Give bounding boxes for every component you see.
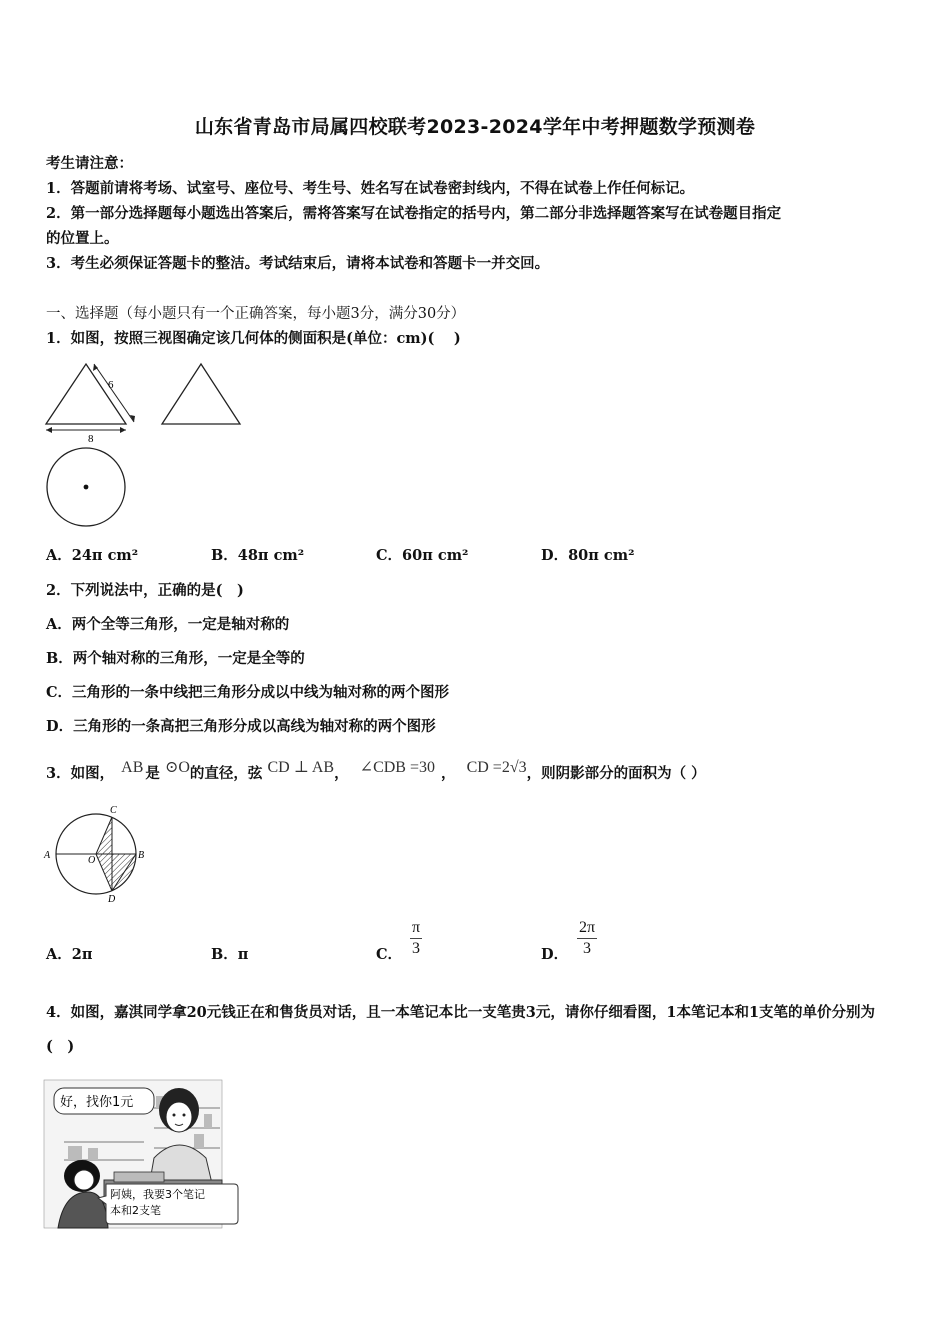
question-4-stem: 4．如图，嘉淇同学拿20元钱正在和售货员对话，且一本笔记本比一支笔贵3元，请你仔细看图，1本笔记本和1支笔的单价分别为( ) <box>46 1004 876 1055</box>
q2-option-d[interactable]: D．三角形的一条高把三角形分成以高线为轴对称的两个图形 <box>46 718 436 735</box>
q1-option-c[interactable]: C．60π cm² <box>376 547 469 564</box>
student-speech-line-1: 阿姨，我要3个笔记 <box>110 1188 205 1201</box>
q3-cd-length: CD =2√3 <box>466 759 527 776</box>
notice-heading: 考生请注意： <box>46 155 133 172</box>
side-view-triangle <box>162 364 240 424</box>
fraction-denominator: 3 <box>583 940 592 957</box>
front-view-triangle <box>46 364 126 424</box>
notice-item: 1．答题前请将考场、试室号、座位号、考生号、姓名写在试卷密封线内，不得在试卷上作任何标记。 <box>46 180 695 197</box>
page-title: 山东省青岛市局属四校联考2023-2024学年中考押题数学预测卷 <box>194 116 756 138</box>
q1-option-d[interactable]: D．80π cm² <box>541 547 635 564</box>
q2-option-c[interactable]: C．三角形的一条中线把三角形分成以中线为轴对称的两个图形 <box>46 684 450 701</box>
slant-label: 6 <box>108 379 114 391</box>
q3-option-d-label[interactable]: D． <box>541 946 569 963</box>
q3-option-a[interactable]: A．2π <box>46 946 93 963</box>
q3-circle-o: ⊙O <box>164 759 190 776</box>
q3-option-c-label[interactable]: C． <box>376 946 403 963</box>
label-c: C <box>110 805 117 816</box>
q3-angle: ∠CDB =30 <box>359 759 435 776</box>
notice-item: 3．考生必须保证答题卡的整洁。考试结束后，请将本试卷和答题卡一并交回。 <box>46 255 550 272</box>
circle-figure <box>40 803 160 908</box>
student-speech-line-2: 本和2支笔 <box>110 1204 161 1217</box>
shop-dialogue-illustration <box>44 1080 239 1230</box>
fraction-denominator: 3 <box>412 940 421 957</box>
notice-item: 的位置上。 <box>46 230 119 247</box>
center-dot-icon <box>84 485 89 490</box>
q3-option-d-fraction[interactable] <box>577 918 597 959</box>
arrow-head-icon <box>120 427 126 433</box>
label-o: O <box>88 855 96 866</box>
question-3-stem <box>46 759 706 783</box>
question-2-stem: 2．下列说法中，正确的是( ) <box>46 582 244 599</box>
q3-sep2: ， <box>441 765 456 782</box>
slant-dimension-line <box>94 364 134 422</box>
notice-item: 2．第一部分选择题每小题选出答案后，需将答案写在试卷指定的括号内，第二部分非选择题答案写在试卷题目指定 <box>46 205 782 222</box>
arrow-head-icon <box>46 427 52 433</box>
notebooks-on-counter <box>114 1172 164 1182</box>
label-b: B <box>138 850 145 861</box>
label-a: A <box>44 850 51 861</box>
clerk-speech-text: 好，找你1元 <box>60 1095 134 1110</box>
q3-prefix: 3．如图， <box>46 765 115 782</box>
q3-option-b[interactable]: B．π <box>211 946 249 963</box>
arrow-head-icon <box>93 364 98 371</box>
q3-tail: ，则阴影部分的面积为（ ） <box>526 765 706 782</box>
q3-option-c-fraction[interactable] <box>410 918 422 959</box>
arrow-head-icon <box>130 415 135 422</box>
three-view-figure <box>40 360 250 530</box>
q1-option-a[interactable]: A．24π cm² <box>46 547 139 564</box>
q3-diameter-text: 的直径，弦 <box>189 765 263 782</box>
q1-option-b[interactable]: B．48π cm² <box>211 547 305 564</box>
q2-option-a[interactable]: A．两个全等三角形，一定是轴对称的 <box>46 616 290 633</box>
fraction-numerator: π <box>410 918 422 939</box>
label-d: D <box>108 894 116 905</box>
fraction-numerator: 2π <box>577 918 597 939</box>
question-1-stem: 1．如图，按照三视图确定该几何体的侧面积是(单位：cm)( ) <box>46 330 461 347</box>
q3-sep1: ， <box>334 765 349 782</box>
base-label: 8 <box>88 433 94 445</box>
q3-cd-perp: CD ⊥ AB <box>267 759 335 776</box>
section-heading: 一、选择题（每小题只有一个正确答案，每小题3分，满分30分） <box>46 306 466 322</box>
q3-is: 是 <box>145 765 160 782</box>
q2-option-b[interactable]: B．两个轴对称的三角形，一定是全等的 <box>46 650 305 667</box>
q3-ab: AB <box>121 759 144 776</box>
